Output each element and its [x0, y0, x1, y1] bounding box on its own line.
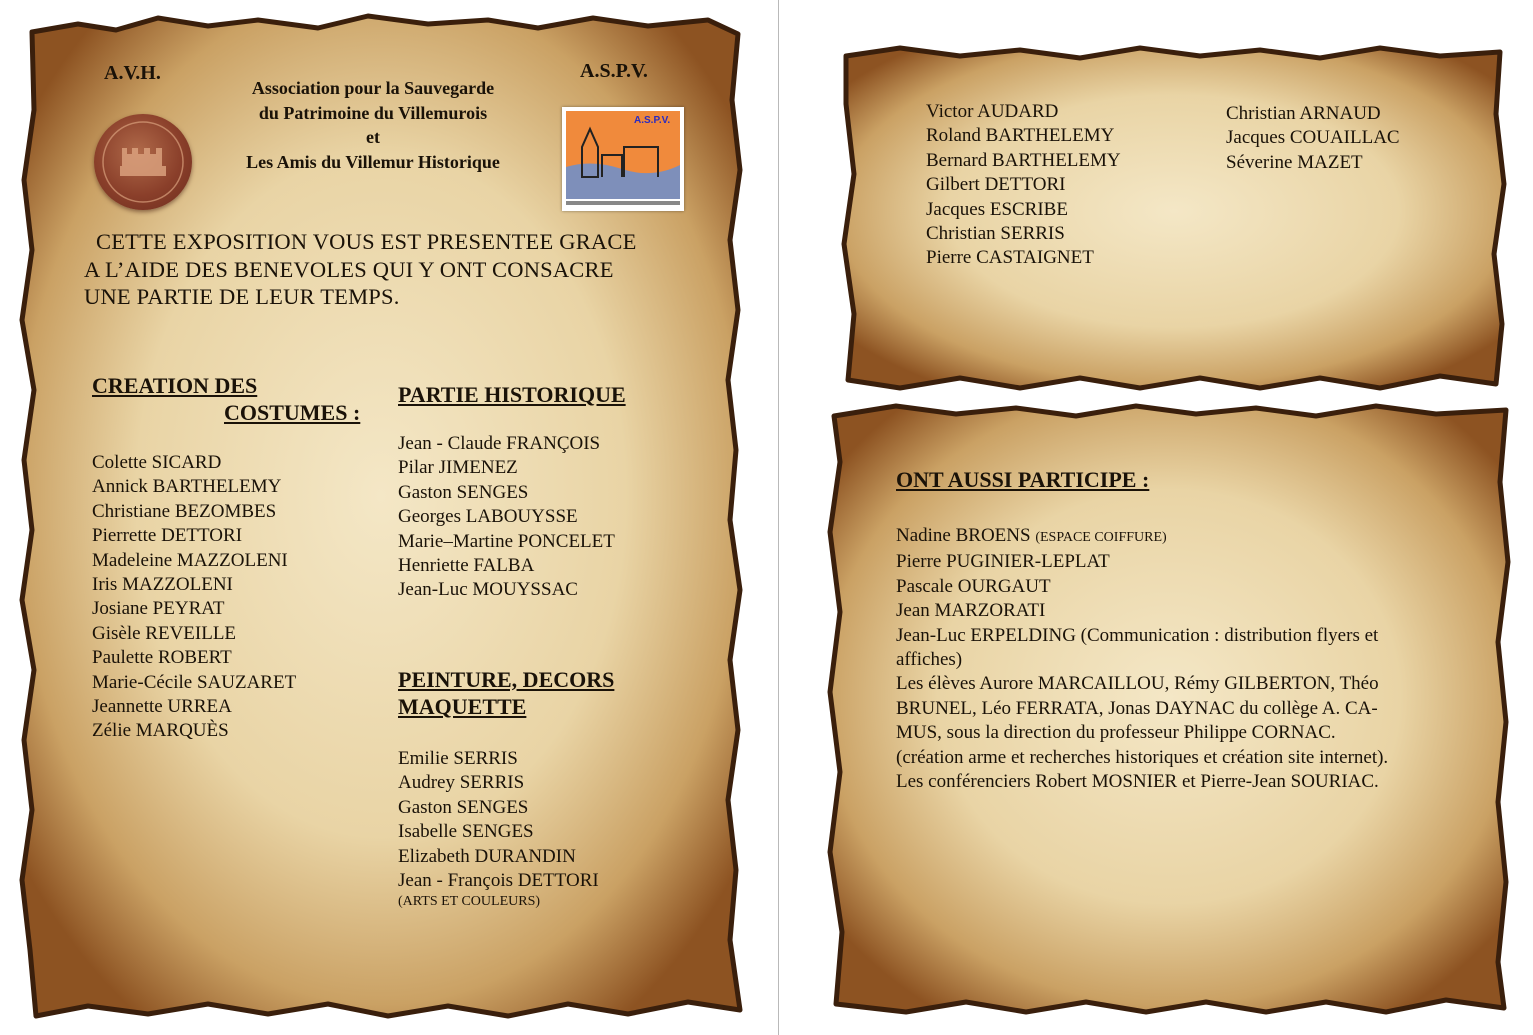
costumes-title-line1: CREATION DES — [92, 373, 258, 398]
peinture-names-list — [398, 747, 599, 911]
list-item: BRUNEL, Léo FERRATA, Jonas DAYNAC du collège A. CA- — [896, 697, 1378, 719]
list-item: Audrey SERRIS — [398, 772, 525, 794]
intro-line: UNE PARTIE DE LEUR TEMPS. — [84, 284, 400, 309]
list-item: Séverine MAZET — [1226, 151, 1363, 173]
list-item — [896, 524, 1476, 550]
list-item: Jacques ESCRIBE — [926, 198, 1068, 220]
volunteers-col2 — [1226, 102, 1400, 175]
intro-text — [84, 228, 684, 311]
list-item: Les élèves Aurore MARCAILLOU, Rémy GILBERTON, Théo — [896, 673, 1379, 695]
list-item: Josiane PEYRAT — [92, 598, 225, 620]
list-item: Iris MAZZOLENI — [92, 574, 233, 596]
list-item: Jean - François DETTORI — [398, 870, 599, 892]
association-line: Les Amis du Villemur Historique — [246, 151, 500, 172]
list-item: Isabelle SENGES — [398, 821, 534, 843]
list-item: Bernard BARTHELEMY — [926, 149, 1121, 171]
list-item: Christiane BEZOMBES — [92, 500, 277, 522]
list-item: Christian ARNAUD — [1226, 103, 1381, 124]
historique-title: PARTIE HISTORIQUE — [398, 382, 626, 407]
list-item: Pascale OURGAUT — [896, 575, 1051, 597]
left-parchment-panel — [18, 10, 746, 1023]
association-line: Association pour la Sauvegarde — [251, 78, 495, 98]
list-item: Jean - Claude FRANÇOIS — [398, 433, 601, 454]
seal-icon — [94, 114, 192, 210]
list-item: Colette SICARD — [92, 452, 222, 473]
peinture-title-line1: PEINTURE, DECORS — [398, 667, 615, 692]
avh-label: A.V.H. — [104, 62, 161, 84]
aspv-logo — [562, 107, 684, 211]
list-item: MUS, sous la direction du professeur Philippe CORNAC. — [896, 722, 1336, 744]
list-item: Jean MARZORATI — [896, 600, 1046, 622]
list-item: Pilar JIMENEZ — [398, 457, 518, 479]
list-item: (création arme et recherches historiques et création site internet). — [896, 746, 1389, 768]
list-item: Gisèle REVEILLE — [92, 622, 237, 644]
list-item: affiches) — [896, 649, 963, 671]
intro-line: CETTE EXPOSITION VOUS EST PRESENTEE GRACE — [96, 229, 637, 254]
list-item: Jean-Luc MOUYSSAC — [398, 579, 578, 601]
list-item: Pierre CASTAIGNET — [926, 247, 1094, 269]
participant-note: (ESPACE COIFFURE) — [1035, 530, 1167, 545]
list-item: Gaston SENGES — [398, 796, 529, 818]
list-item: Henriette FALBA — [398, 555, 535, 577]
participants-title: ONT AUSSI PARTICIPE : — [896, 467, 1150, 492]
list-item: Gaston SENGES — [398, 481, 529, 503]
volunteers-col1 — [926, 100, 1121, 271]
aspv-logo-icon — [562, 107, 684, 211]
list-item: Pierre PUGINIER-LEPLAT — [896, 551, 1110, 573]
list-item: Annick BARTHELEMY — [92, 476, 282, 498]
participants-list — [896, 524, 1476, 794]
list-item: Christian SERRIS — [926, 223, 1065, 245]
top-right-parchment-panel — [840, 44, 1506, 394]
list-item: Jacques COUAILLAC — [1226, 127, 1400, 149]
page-divider — [778, 0, 779, 1035]
list-item: Victor AUDARD — [926, 101, 1059, 122]
top-right-content — [840, 44, 1506, 394]
list-item: Madeleine MAZZOLENI — [92, 549, 288, 571]
list-item: Marie-Cécile SAUZARET — [92, 671, 297, 693]
aspv-logo-text: A.S.P.V. — [634, 115, 671, 126]
aspv-label: A.S.P.V. — [580, 60, 648, 82]
association-line: du Patrimoine du Villemurois — [258, 102, 488, 123]
association-line: et — [366, 127, 380, 147]
historique-names-list — [398, 432, 615, 603]
list-item: Pierrette DETTORI — [92, 525, 243, 547]
list-item: Emilie SERRIS — [398, 748, 518, 769]
participant-name: Nadine BROENS — [896, 525, 1036, 546]
list-item: Jean-Luc ERPELDING (Communication : distribution flyers et — [896, 624, 1379, 646]
costumes-names-list — [92, 451, 296, 744]
list-item: Marie–Martine PONCELET — [398, 530, 615, 552]
intro-line: A L’AIDE DES BENEVOLES QUI Y ONT CONSACRE — [84, 256, 614, 282]
list-item: Jeannette URREA — [92, 696, 232, 718]
peinture-note: (ARTS ET COULEURS) — [398, 894, 541, 910]
avh-seal-logo — [94, 114, 192, 210]
association-title — [208, 76, 538, 174]
bottom-right-parchment-panel — [826, 402, 1512, 1016]
list-item: Georges LABOUYSSE — [398, 506, 578, 528]
bottom-right-content — [826, 402, 1512, 1016]
left-panel-content — [18, 10, 746, 1023]
list-item: Les conférenciers Robert MOSNIER et Pierre-Jean SOURIAC. — [896, 771, 1379, 793]
list-item: Roland BARTHELEMY — [926, 125, 1115, 147]
list-item: Zélie MARQUÈS — [92, 720, 229, 742]
costumes-title-line2: COSTUMES : — [224, 400, 361, 425]
list-item: Paulette ROBERT — [92, 647, 232, 669]
list-item: Elizabeth DURANDIN — [398, 845, 576, 867]
peinture-title-line2: MAQUETTE — [398, 694, 527, 719]
list-item: Gilbert DETTORI — [926, 174, 1066, 196]
